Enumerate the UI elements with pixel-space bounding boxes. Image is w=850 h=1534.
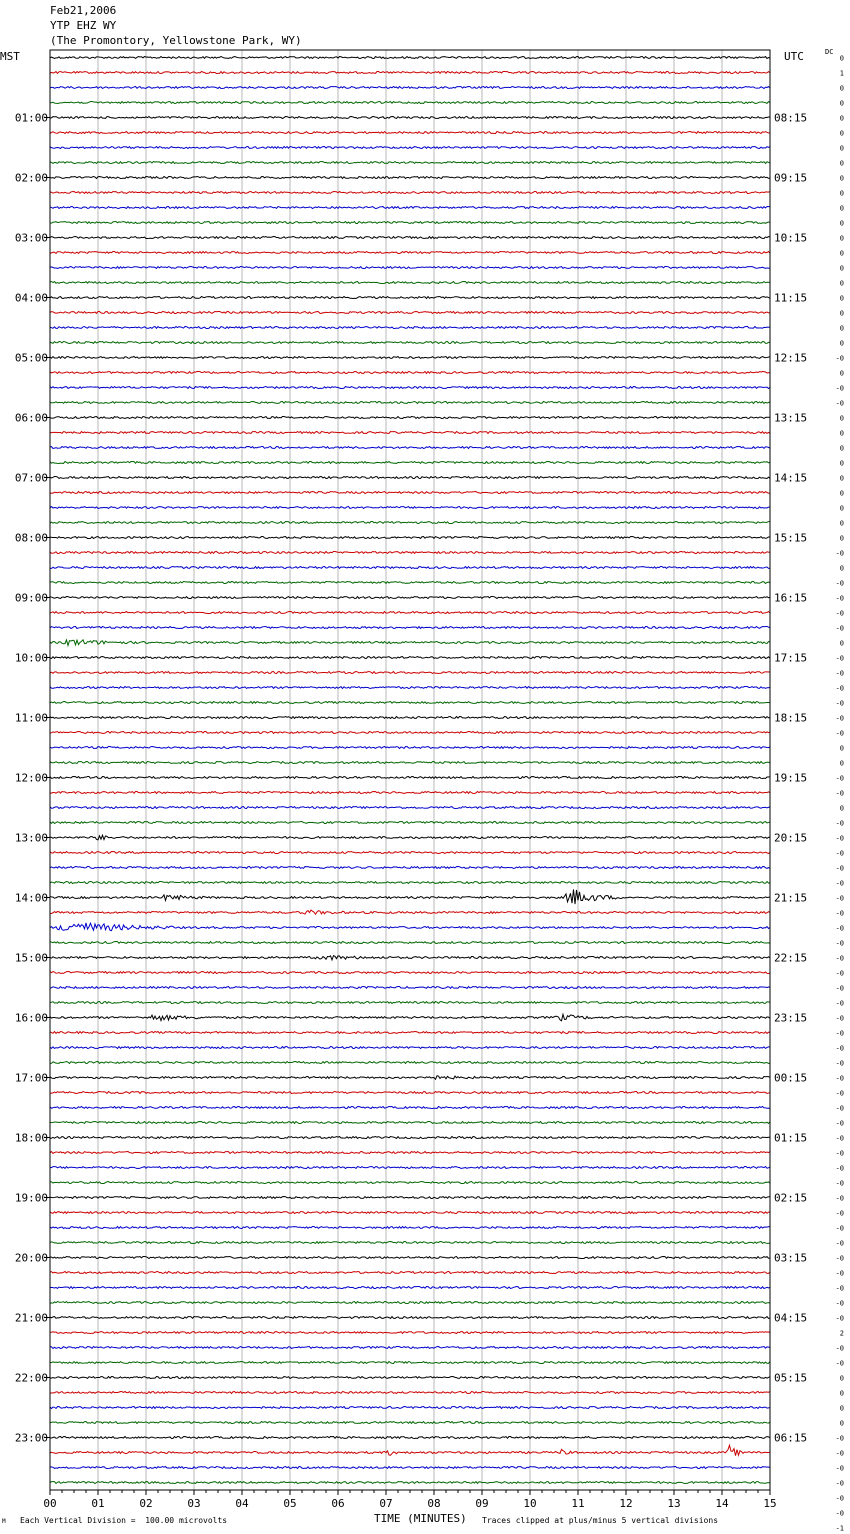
x-axis-ticks	[43, 1490, 776, 1510]
utc-hour-label: 22:15	[774, 951, 808, 965]
dc-offset-value: -0	[835, 909, 844, 918]
seismic-traces	[50, 57, 770, 1484]
corner-mark: M	[2, 1518, 6, 1525]
x-tick-label: 00	[43, 1497, 57, 1510]
trace-row	[50, 1377, 770, 1379]
x-tick-label: 14	[715, 1497, 729, 1510]
dc-offset-value: -0	[835, 1284, 844, 1293]
dc-offset-value: -0	[835, 1314, 844, 1323]
trace-row	[50, 1182, 770, 1184]
dc-offset-value: 0	[839, 204, 844, 213]
dc-offset-value: -0	[835, 1179, 844, 1188]
trace-row	[50, 1092, 770, 1094]
dc-offset-value: 0	[839, 519, 844, 528]
trace-row	[50, 640, 770, 646]
utc-hour-label: 15:15	[774, 531, 808, 545]
dc-offset-value: 0	[839, 1404, 844, 1413]
dc-offset-value: 0	[839, 444, 844, 453]
dc-offset-value: -0	[835, 1434, 844, 1443]
dc-offset-value: 0	[839, 1389, 844, 1398]
dc-offset-value: 0	[839, 339, 844, 348]
mst-hour-label: 03:00	[14, 231, 48, 245]
trace-row	[50, 132, 770, 134]
trace-row	[50, 582, 770, 584]
dc-offset-value: 0	[839, 249, 844, 258]
mst-hour-label: 04:00	[14, 291, 48, 305]
x-tick-label: 04	[235, 1497, 249, 1510]
x-tick-label: 01	[91, 1497, 105, 1510]
utc-hour-label: 19:15	[774, 771, 808, 785]
dc-offset-value: -0	[835, 1509, 844, 1518]
trace-row	[50, 822, 770, 824]
dc-offset-value: 0	[839, 264, 844, 273]
trace-row	[50, 72, 770, 74]
mst-hour-label: 11:00	[14, 711, 48, 725]
trace-row	[50, 717, 770, 719]
trace-row	[50, 147, 770, 149]
trace-row	[50, 597, 770, 599]
trace-row	[50, 417, 770, 419]
mst-hour-label: 07:00	[14, 471, 48, 485]
utc-hour-label: 09:15	[774, 171, 808, 185]
utc-hour-label: 16:15	[774, 591, 808, 605]
trace-row	[50, 1302, 770, 1304]
utc-hour-label: 00:15	[774, 1071, 808, 1085]
trace-row	[50, 177, 770, 179]
x-axis-label: TIME (MINUTES)	[374, 1512, 467, 1525]
trace-row	[50, 477, 770, 479]
dc-offset-value: 0	[839, 129, 844, 138]
trace-row	[50, 297, 770, 299]
mst-hour-label: 18:00	[14, 1131, 48, 1145]
dc-offset-value: -0	[835, 1359, 844, 1368]
trace-row	[50, 882, 770, 884]
dc-offset-value: -0	[835, 819, 844, 828]
trace-row	[50, 1287, 770, 1289]
dc-offset-value: -0	[835, 579, 844, 588]
trace-row	[50, 522, 770, 524]
clip-note: Traces clipped at plus/minus 5 vertical divisions	[482, 1516, 719, 1525]
trace-row	[50, 237, 770, 239]
dc-offset-value: 0	[839, 324, 844, 333]
utc-hour-label: 10:15	[774, 231, 808, 245]
dc-offset-value: 0	[839, 369, 844, 378]
trace-row	[50, 312, 770, 314]
dc-offset-value: -0	[835, 924, 844, 933]
mst-hour-label: 05:00	[14, 351, 48, 365]
trace-row	[50, 792, 770, 794]
trace-row	[50, 357, 770, 359]
trace-row	[50, 1122, 770, 1124]
utc-hour-label: 04:15	[774, 1311, 808, 1325]
dc-offset-value: -0	[835, 624, 844, 633]
trace-row	[50, 492, 770, 494]
dc-offset-value: -0	[835, 654, 844, 663]
dc-offset-value: 0	[839, 114, 844, 123]
trace-row	[50, 1014, 770, 1020]
trace-row	[50, 162, 770, 164]
mst-hour-label: 23:00	[14, 1431, 48, 1445]
utc-hour-label: 23:15	[774, 1011, 808, 1025]
trace-row	[50, 57, 770, 59]
trace-row	[50, 923, 770, 931]
trace-row	[50, 1227, 770, 1229]
dc-offset-value: -0	[835, 714, 844, 723]
trace-row	[50, 1467, 770, 1469]
mst-hour-label: 06:00	[14, 411, 48, 425]
utc-hour-label: 21:15	[774, 891, 808, 905]
trace-row	[50, 1137, 770, 1139]
trace-row	[50, 387, 770, 389]
x-tick-label: 13	[667, 1497, 681, 1510]
utc-hour-label: 20:15	[774, 831, 808, 845]
dc-offset-value: -0	[835, 1254, 844, 1263]
dc-offset-value: -0	[835, 1449, 844, 1458]
trace-row	[50, 1002, 770, 1004]
dc-offset-value: 0	[839, 234, 844, 243]
mst-hour-label: 08:00	[14, 531, 48, 545]
dc-offset-value: -0	[835, 1089, 844, 1098]
dc-offset-value: 1	[839, 69, 844, 78]
dc-offset-value: -0	[835, 969, 844, 978]
trace-row	[50, 942, 770, 944]
trace-row	[50, 1062, 770, 1064]
dc-offset-value: -0	[835, 384, 844, 393]
scale-note: Each Vertical Division = 100.00 microvolts	[20, 1516, 228, 1525]
x-tick-label: 15	[763, 1497, 777, 1510]
trace-row	[50, 372, 770, 374]
trace-row	[50, 267, 770, 269]
trace-row	[50, 282, 770, 284]
utc-hour-label: 12:15	[774, 351, 808, 365]
station-code: YTP EHZ WY	[50, 19, 117, 32]
utc-hour-label: 18:15	[774, 711, 808, 725]
x-tick-label: 05	[283, 1497, 297, 1510]
utc-hour-label: 13:15	[774, 411, 808, 425]
dc-offset-value: -0	[835, 609, 844, 618]
dc-offset-value: 0	[839, 459, 844, 468]
trace-row	[50, 910, 770, 914]
mst-hour-label: 17:00	[14, 1071, 48, 1085]
mst-hour-label: 02:00	[14, 171, 48, 185]
dc-offset-value: -0	[835, 774, 844, 783]
utc-hour-label: 17:15	[774, 651, 808, 665]
dc-offset-value: -0	[835, 879, 844, 888]
dc-offset-value: 0	[839, 159, 844, 168]
mst-hour-label: 16:00	[14, 1011, 48, 1025]
trace-row	[50, 1152, 770, 1154]
dc-offset-value: 0	[839, 489, 844, 498]
trace-row	[50, 102, 770, 104]
utc-hour-label: 05:15	[774, 1371, 808, 1385]
mst-hour-label: 12:00	[14, 771, 48, 785]
trace-row	[50, 1407, 770, 1409]
dc-offset-value: -0	[835, 954, 844, 963]
trace-row	[50, 1362, 770, 1364]
trace-row	[50, 567, 770, 569]
trace-row	[50, 447, 770, 449]
dc-offset-value: -0	[835, 1464, 844, 1473]
trace-row	[50, 627, 770, 629]
dc-offset-value: -0	[835, 789, 844, 798]
dc-offset-value: -0	[835, 864, 844, 873]
trace-row	[50, 1422, 770, 1424]
trace-row	[50, 87, 770, 89]
dc-offset-value: -0	[835, 999, 844, 1008]
dc-offset-value: -0	[835, 684, 844, 693]
dc-offset-value: 0	[839, 804, 844, 813]
dc-offset-value: -0	[835, 669, 844, 678]
trace-row	[50, 342, 770, 344]
x-tick-label: 06	[331, 1497, 345, 1510]
trace-row	[50, 207, 770, 209]
x-tick-label: 10	[523, 1497, 537, 1510]
dc-offset-value: 0	[839, 1374, 844, 1383]
trace-row	[50, 835, 770, 840]
dc-offset-value: -0	[835, 1074, 844, 1083]
trace-row	[50, 117, 770, 119]
trace-row	[50, 462, 770, 464]
utc-hour-labels	[774, 112, 807, 1445]
trace-row	[50, 507, 770, 509]
trace-row	[50, 1032, 770, 1034]
dc-offset-value: -0	[835, 1164, 844, 1173]
dc-offset-value: -1	[835, 1524, 844, 1533]
dc-offset-value: 0	[839, 1419, 844, 1428]
utc-hour-label: 02:15	[774, 1191, 808, 1205]
trace-row	[50, 657, 770, 659]
mst-hour-label: 13:00	[14, 831, 48, 845]
dc-offset-value: -0	[835, 594, 844, 603]
utc-hour-label: 08:15	[774, 111, 808, 125]
mst-hour-label: 21:00	[14, 1311, 48, 1325]
trace-row	[50, 537, 770, 539]
dc-offset-value: 0	[839, 99, 844, 108]
dc-offset-value: -0	[835, 1104, 844, 1113]
dc-offset-value: -0	[835, 1029, 844, 1038]
dc-offset-value: -0	[835, 1194, 844, 1203]
dc-offset-value: 0	[839, 564, 844, 573]
dc-offset-value: 0	[839, 534, 844, 543]
left-timezone-label: MST	[0, 50, 20, 63]
dc-offset-value: -0	[835, 1014, 844, 1023]
trace-row	[50, 327, 770, 329]
mst-hour-label: 09:00	[14, 591, 48, 605]
trace-row	[50, 1242, 770, 1244]
dc-offset-value: 0	[839, 639, 844, 648]
trace-row	[50, 222, 770, 224]
dc-offset-value: 0	[839, 84, 844, 93]
station-location: (The Promontory, Yellowstone Park, WY)	[50, 34, 302, 47]
dc-offset-value: 0	[839, 414, 844, 423]
mst-hour-label: 22:00	[14, 1371, 48, 1385]
dc-offset-value: -0	[835, 1044, 844, 1053]
trace-row	[50, 1317, 770, 1319]
dc-offset-value: -0	[835, 1494, 844, 1503]
trace-row	[50, 987, 770, 989]
trace-row	[50, 1445, 770, 1455]
dc-offset-value: -0	[835, 894, 844, 903]
dc-offset-value: -0	[835, 1149, 844, 1158]
trace-row	[50, 552, 770, 554]
trace-row	[50, 252, 770, 254]
dc-offset-value: 0	[839, 144, 844, 153]
dc-offset-value: -0	[835, 1344, 844, 1353]
trace-row	[50, 732, 770, 734]
dc-offset-value: 0	[839, 429, 844, 438]
dc-offset-value: -0	[835, 1224, 844, 1233]
dc-offset-column	[836, 55, 844, 1534]
x-tick-label: 02	[139, 1497, 153, 1510]
dc-offset-value: 0	[839, 309, 844, 318]
dc-offset-value: -0	[835, 354, 844, 363]
mst-hour-label: 19:00	[14, 1191, 48, 1205]
mst-hour-label: 15:00	[14, 951, 48, 965]
mst-hour-label: 10:00	[14, 651, 48, 665]
dc-offset-value: 0	[839, 504, 844, 513]
dc-offset-value: 0	[839, 744, 844, 753]
dc-offset-value: -0	[835, 1299, 844, 1308]
dc-column-label: DC	[825, 48, 834, 56]
dc-offset-value: -0	[835, 984, 844, 993]
trace-row	[50, 956, 770, 960]
trace-row	[50, 432, 770, 434]
trace-row	[50, 1107, 770, 1109]
dc-offset-value: 0	[839, 294, 844, 303]
trace-row	[50, 687, 770, 689]
dc-offset-value: 0	[839, 759, 844, 768]
trace-row	[50, 1167, 770, 1169]
mst-hour-label: 20:00	[14, 1251, 48, 1265]
dc-offset-value: -0	[835, 939, 844, 948]
dc-offset-value: -0	[835, 549, 844, 558]
dc-offset-value: -0	[835, 1479, 844, 1488]
dc-offset-value: -0	[835, 1134, 844, 1143]
dc-offset-value: -0	[835, 699, 844, 708]
trace-row	[50, 1392, 770, 1394]
trace-row	[50, 1482, 770, 1484]
trace-row	[50, 1212, 770, 1214]
dc-offset-value: -0	[835, 1209, 844, 1218]
mst-hour-label: 01:00	[14, 111, 48, 125]
utc-hour-label: 14:15	[774, 471, 808, 485]
trace-row	[50, 852, 770, 854]
dc-offset-value: -0	[835, 1239, 844, 1248]
x-tick-label: 12	[619, 1497, 633, 1510]
dc-offset-value: 2	[839, 1329, 844, 1338]
mst-hour-labels	[15, 112, 50, 1445]
mst-hour-label: 14:00	[14, 891, 48, 905]
dc-offset-value: -0	[835, 729, 844, 738]
dc-offset-value: -0	[835, 1269, 844, 1278]
dc-offset-value: 0	[839, 54, 844, 63]
trace-row	[50, 1437, 770, 1439]
trace-row	[50, 1257, 770, 1259]
trace-row	[50, 612, 770, 614]
trace-row	[50, 192, 770, 194]
trace-row	[50, 1332, 770, 1334]
x-tick-label: 03	[187, 1497, 201, 1510]
trace-row	[50, 972, 770, 974]
utc-hour-label: 03:15	[774, 1251, 808, 1265]
trace-row	[50, 889, 770, 904]
dc-offset-value: -0	[835, 1119, 844, 1128]
trace-row	[50, 1272, 770, 1274]
minute-gridlines	[98, 50, 722, 1490]
dc-offset-value: 0	[839, 279, 844, 288]
utc-hour-label: 01:15	[774, 1131, 808, 1145]
right-timezone-label: UTC	[784, 50, 804, 63]
trace-row	[50, 702, 770, 704]
trace-row	[50, 867, 770, 869]
x-tick-label: 08	[427, 1497, 441, 1510]
trace-row	[50, 762, 770, 764]
trace-row	[50, 1347, 770, 1349]
trace-row	[50, 807, 770, 809]
dc-offset-value: 0	[839, 474, 844, 483]
trace-row	[50, 402, 770, 404]
trace-row	[50, 1197, 770, 1199]
dc-offset-value: 0	[839, 219, 844, 228]
trace-row	[50, 747, 770, 749]
dc-offset-value: -0	[835, 1059, 844, 1068]
utc-hour-label: 11:15	[774, 291, 808, 305]
x-tick-label: 09	[475, 1497, 489, 1510]
trace-row	[50, 1076, 770, 1080]
trace-row	[50, 777, 770, 779]
dc-offset-value: 0	[839, 174, 844, 183]
plot-date: Feb21,2006	[50, 4, 117, 17]
dc-offset-value: -0	[835, 399, 844, 408]
dc-offset-value: -0	[835, 834, 844, 843]
x-tick-label: 07	[379, 1497, 393, 1510]
trace-row	[50, 672, 770, 674]
x-tick-label: 11	[571, 1497, 585, 1510]
utc-hour-label: 06:15	[774, 1431, 808, 1445]
dc-offset-value: 0	[839, 189, 844, 198]
dc-offset-value: -0	[835, 849, 844, 858]
trace-row	[50, 1047, 770, 1049]
